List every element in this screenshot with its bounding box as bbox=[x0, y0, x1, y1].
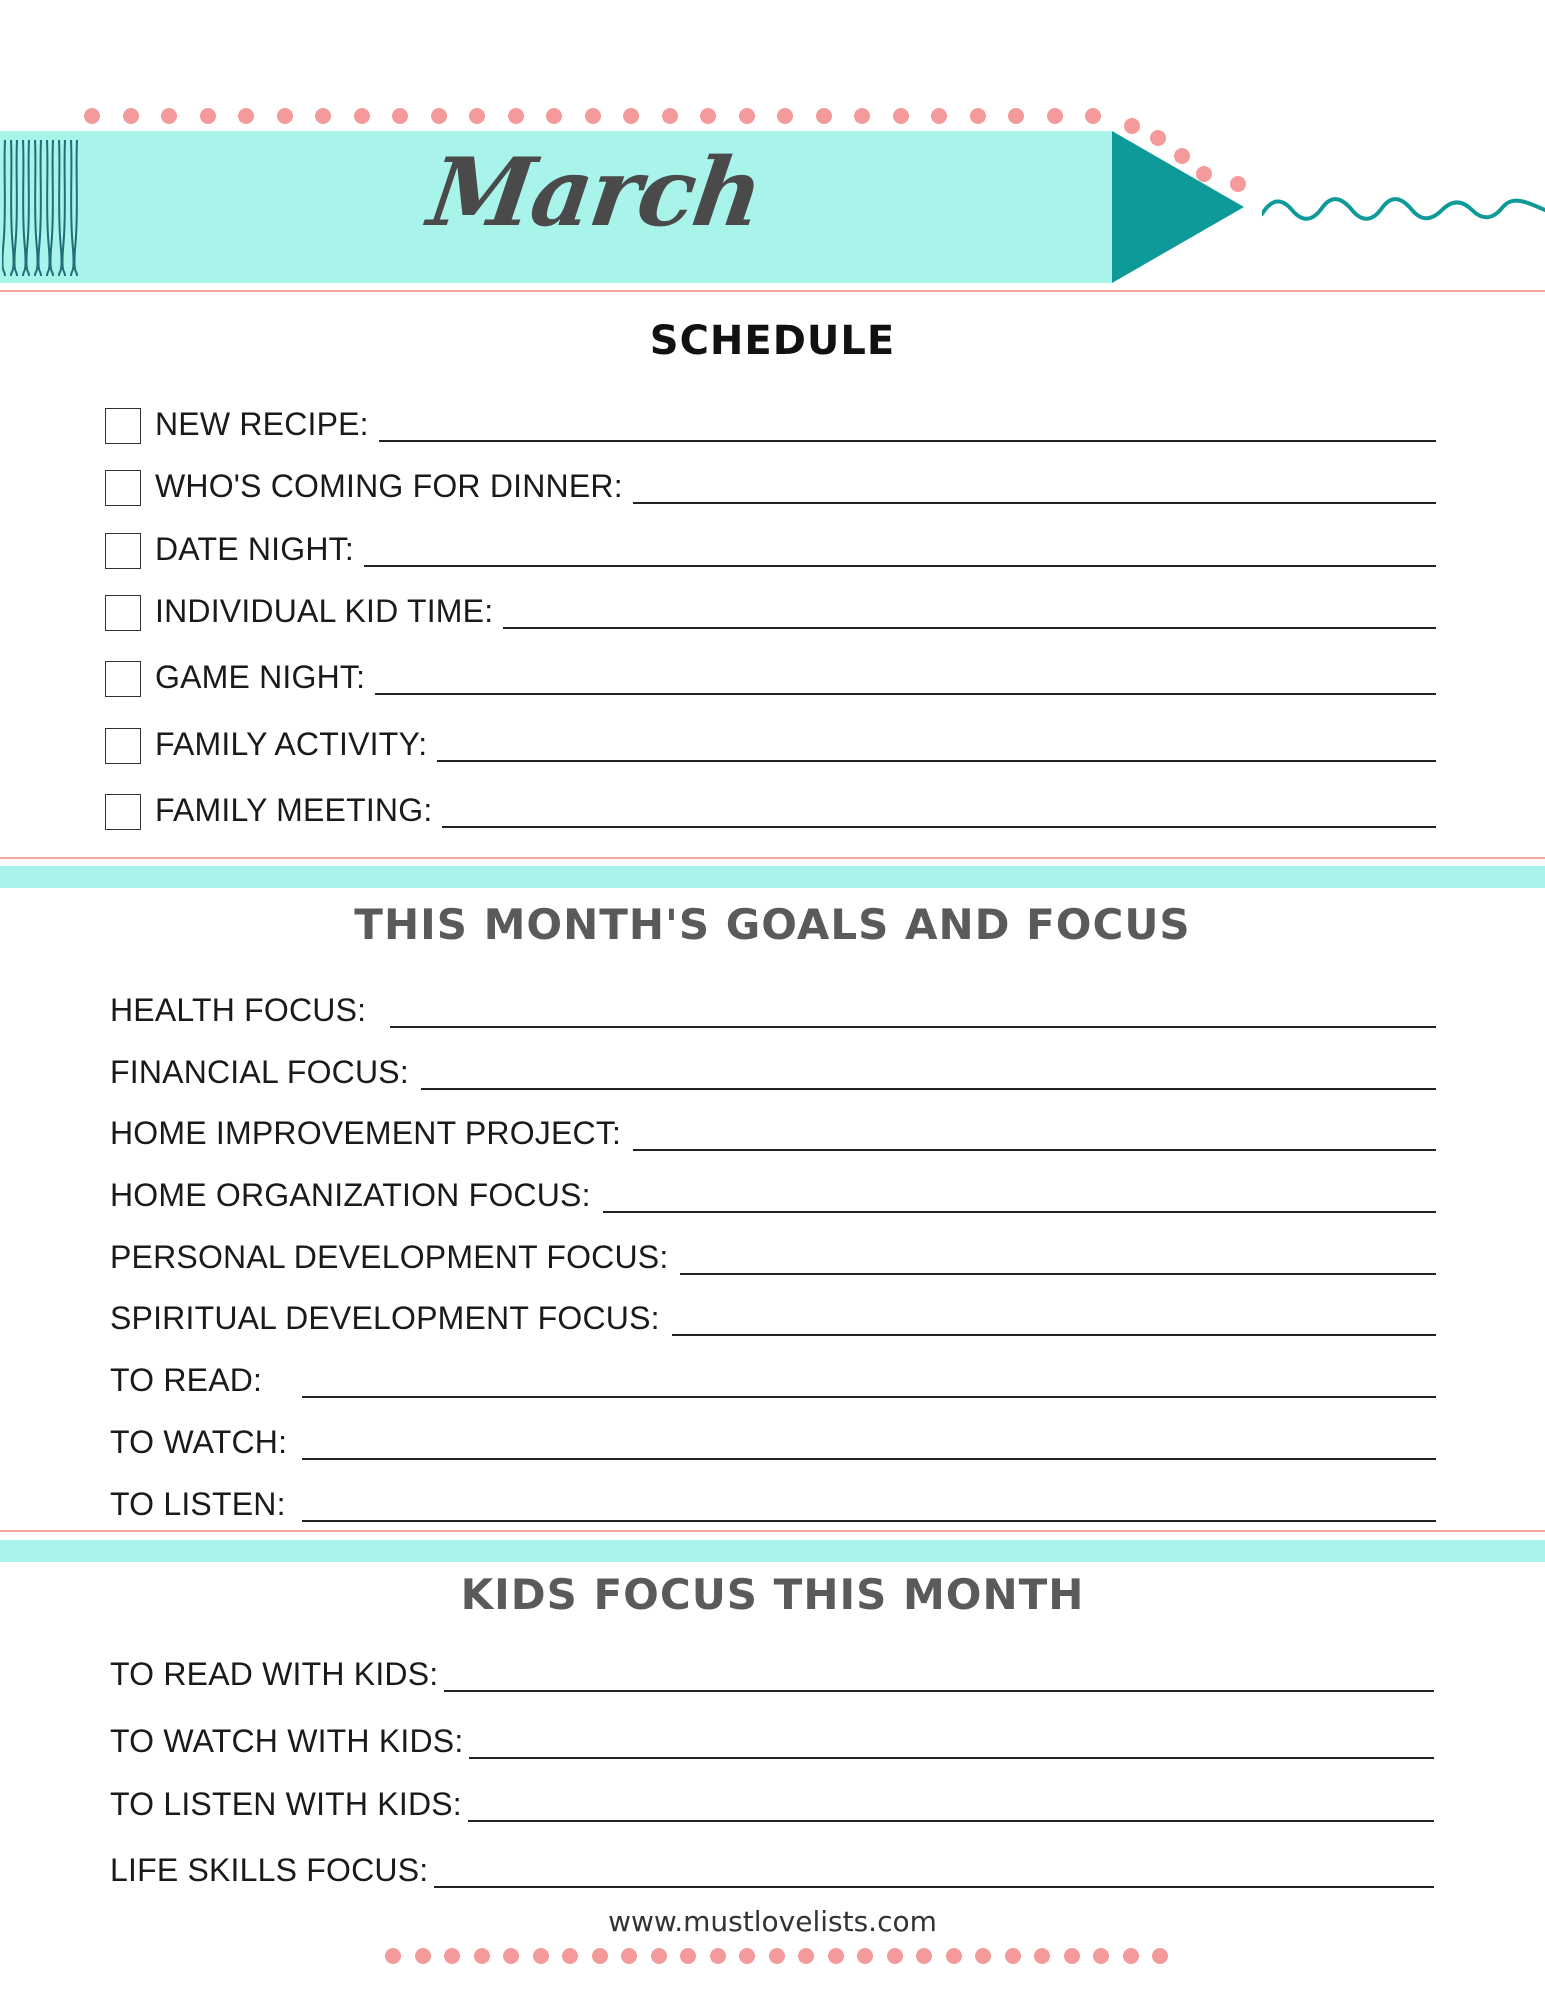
fill-in-line[interactable] bbox=[442, 826, 1436, 828]
fill-in-line[interactable] bbox=[603, 1211, 1436, 1213]
eraser-stripe bbox=[74, 140, 77, 276]
top-dot bbox=[739, 108, 755, 124]
field-label: GAME NIGHT: bbox=[155, 659, 366, 695]
header-divider bbox=[0, 290, 1545, 292]
schedule-row bbox=[105, 788, 1436, 838]
fill-in-line[interactable] bbox=[444, 1690, 1434, 1692]
footer-dot bbox=[1005, 1948, 1021, 1964]
field-label: FINANCIAL FOCUS: bbox=[110, 1054, 409, 1090]
goals-row bbox=[110, 1482, 1436, 1532]
top-dot bbox=[431, 108, 447, 124]
header-banner bbox=[0, 0, 1545, 300]
footer-dot bbox=[680, 1948, 696, 1964]
schedule-row bbox=[105, 402, 1436, 452]
schedule-heading: SCHEDULE bbox=[649, 318, 896, 364]
month-title: March bbox=[422, 138, 768, 248]
fill-in-line[interactable] bbox=[437, 760, 1436, 762]
schedule-row bbox=[105, 464, 1436, 514]
top-dot bbox=[84, 108, 100, 124]
eraser-stripe bbox=[38, 140, 41, 276]
footer-dot bbox=[1034, 1948, 1050, 1964]
fill-in-line[interactable] bbox=[421, 1088, 1436, 1090]
footer-dot bbox=[444, 1948, 460, 1964]
footer-dot bbox=[1152, 1948, 1168, 1964]
fill-in-line[interactable] bbox=[468, 1820, 1434, 1822]
eraser-stripe bbox=[26, 140, 29, 276]
footer-dot bbox=[857, 1948, 873, 1964]
footer-dot bbox=[769, 1948, 785, 1964]
eraser-stripe bbox=[62, 140, 65, 276]
top-dot bbox=[123, 108, 139, 124]
field-label: FAMILY ACTIVITY: bbox=[155, 726, 428, 762]
top-dot bbox=[508, 108, 524, 124]
checkbox[interactable] bbox=[105, 728, 141, 764]
field-label: TO LISTEN: bbox=[110, 1486, 286, 1522]
top-dot bbox=[662, 108, 678, 124]
footer-dot bbox=[415, 1948, 431, 1964]
top-dot bbox=[700, 108, 716, 124]
top-dot bbox=[893, 108, 909, 124]
top-dot bbox=[546, 108, 562, 124]
footer-dot bbox=[562, 1948, 578, 1964]
schedule-row bbox=[105, 722, 1436, 772]
checkbox[interactable] bbox=[105, 661, 141, 697]
fill-in-line[interactable] bbox=[469, 1757, 1434, 1759]
field-label: TO WATCH WITH KIDS: bbox=[110, 1723, 464, 1759]
footer-dot bbox=[946, 1948, 962, 1964]
goals-heading: THIS MONTH'S GOALS AND FOCUS bbox=[354, 900, 1191, 949]
goals-row bbox=[110, 1296, 1436, 1346]
field-label: TO READ: bbox=[110, 1362, 263, 1398]
footer-dot bbox=[798, 1948, 814, 1964]
field-label: LIFE SKILLS FOCUS: bbox=[110, 1852, 429, 1888]
top-dot bbox=[623, 108, 639, 124]
goals-divider bbox=[0, 1530, 1545, 1532]
footer-dot bbox=[621, 1948, 637, 1964]
fill-in-line[interactable] bbox=[375, 693, 1436, 695]
schedule-divider bbox=[0, 857, 1545, 859]
goals-row bbox=[110, 1235, 1436, 1285]
field-label: HOME ORGANIZATION FOCUS: bbox=[110, 1177, 591, 1213]
field-label: HOME IMPROVEMENT PROJECT: bbox=[110, 1115, 622, 1151]
field-label: NEW RECIPE: bbox=[155, 406, 369, 442]
fill-in-line[interactable] bbox=[364, 565, 1436, 567]
fill-in-line[interactable] bbox=[302, 1396, 1436, 1398]
goals-row bbox=[110, 1420, 1436, 1470]
field-label: INDIVIDUAL KID TIME: bbox=[155, 593, 494, 629]
kids-heading: KIDS FOCUS THIS MONTH bbox=[460, 1570, 1085, 1619]
decorative-wave bbox=[1262, 190, 1545, 226]
top-dot bbox=[200, 108, 216, 124]
top-dot bbox=[1085, 108, 1101, 124]
eraser-stripe bbox=[11, 140, 14, 276]
goals-row bbox=[110, 1358, 1436, 1408]
field-label: TO LISTEN WITH KIDS: bbox=[110, 1786, 462, 1822]
field-label: DATE NIGHT: bbox=[155, 531, 354, 567]
checkbox[interactable] bbox=[105, 595, 141, 631]
top-dot bbox=[1008, 108, 1024, 124]
kids-row bbox=[110, 1652, 1434, 1702]
footer-dot bbox=[651, 1948, 667, 1964]
section-band bbox=[0, 866, 1545, 888]
field-label: FAMILY MEETING: bbox=[155, 792, 433, 828]
field-label: TO WATCH: bbox=[110, 1424, 288, 1460]
top-dot bbox=[354, 108, 370, 124]
checkbox[interactable] bbox=[105, 794, 141, 830]
fill-in-line[interactable] bbox=[390, 1026, 1436, 1028]
tip-dot bbox=[1150, 130, 1166, 146]
eraser-stripe bbox=[59, 140, 62, 276]
fill-in-line[interactable] bbox=[434, 1886, 1434, 1888]
goals-row bbox=[110, 988, 1436, 1038]
tip-dot bbox=[1230, 176, 1246, 192]
goals-row bbox=[110, 1050, 1436, 1100]
fill-in-line[interactable] bbox=[302, 1458, 1436, 1460]
eraser-stripe bbox=[2, 140, 5, 276]
schedule-row bbox=[105, 589, 1436, 639]
footer-dot bbox=[1123, 1948, 1139, 1964]
field-label: HEALTH FOCUS: bbox=[110, 992, 367, 1028]
kids-row bbox=[110, 1848, 1434, 1898]
fill-in-line[interactable] bbox=[680, 1273, 1436, 1275]
top-dot bbox=[970, 108, 986, 124]
footer-dot bbox=[592, 1948, 608, 1964]
field-label: PERSONAL DEVELOPMENT FOCUS: bbox=[110, 1239, 669, 1275]
top-dot bbox=[585, 108, 601, 124]
footer-dot bbox=[916, 1948, 932, 1964]
footer-dot bbox=[828, 1948, 844, 1964]
footer-dot bbox=[887, 1948, 903, 1964]
footer-dot bbox=[533, 1948, 549, 1964]
goals-row bbox=[110, 1173, 1436, 1223]
eraser-stripe bbox=[35, 140, 38, 276]
top-dot bbox=[238, 108, 254, 124]
footer-dot bbox=[739, 1948, 755, 1964]
footer-dot bbox=[503, 1948, 519, 1964]
footer-dot bbox=[975, 1948, 991, 1964]
schedule-row bbox=[105, 527, 1436, 577]
fill-in-line[interactable] bbox=[503, 627, 1436, 629]
kids-row bbox=[110, 1719, 1434, 1769]
fill-in-line[interactable] bbox=[633, 502, 1436, 504]
footer-dot bbox=[474, 1948, 490, 1964]
eraser-stripe bbox=[50, 140, 53, 276]
checkbox[interactable] bbox=[105, 408, 141, 444]
footer-url[interactable]: www.mustlovelists.com bbox=[608, 1905, 937, 1938]
kids-row bbox=[110, 1782, 1434, 1832]
tip-dot bbox=[1124, 118, 1140, 134]
goals-row bbox=[110, 1111, 1436, 1161]
top-dot bbox=[161, 108, 177, 124]
pencil-eraser-lines bbox=[2, 138, 84, 278]
top-dot bbox=[315, 108, 331, 124]
footer-dot bbox=[1064, 1948, 1080, 1964]
eraser-stripe bbox=[71, 140, 74, 276]
top-dot bbox=[931, 108, 947, 124]
top-dot bbox=[469, 108, 485, 124]
fill-in-line[interactable] bbox=[672, 1334, 1436, 1336]
eraser-stripe bbox=[14, 140, 17, 276]
top-dot bbox=[1047, 108, 1063, 124]
field-label: TO READ WITH KIDS: bbox=[110, 1656, 439, 1692]
tip-dot bbox=[1174, 148, 1190, 164]
section-band bbox=[0, 1540, 1545, 1562]
top-dot bbox=[816, 108, 832, 124]
footer-dot bbox=[1093, 1948, 1109, 1964]
eraser-stripe bbox=[23, 140, 26, 276]
schedule-row bbox=[105, 655, 1436, 705]
top-dot bbox=[854, 108, 870, 124]
fill-in-line[interactable] bbox=[379, 440, 1436, 442]
top-dot bbox=[277, 108, 293, 124]
field-label: SPIRITUAL DEVELOPMENT FOCUS: bbox=[110, 1300, 660, 1336]
checkbox[interactable] bbox=[105, 470, 141, 506]
tip-dot bbox=[1196, 166, 1212, 182]
top-dot bbox=[392, 108, 408, 124]
top-dot bbox=[777, 108, 793, 124]
fill-in-line[interactable] bbox=[302, 1520, 1436, 1522]
footer-dot bbox=[385, 1948, 401, 1964]
checkbox[interactable] bbox=[105, 533, 141, 569]
footer-dot bbox=[710, 1948, 726, 1964]
field-label: WHO'S COMING FOR DINNER: bbox=[155, 468, 623, 504]
eraser-stripe bbox=[47, 140, 50, 276]
fill-in-line[interactable] bbox=[633, 1149, 1436, 1151]
